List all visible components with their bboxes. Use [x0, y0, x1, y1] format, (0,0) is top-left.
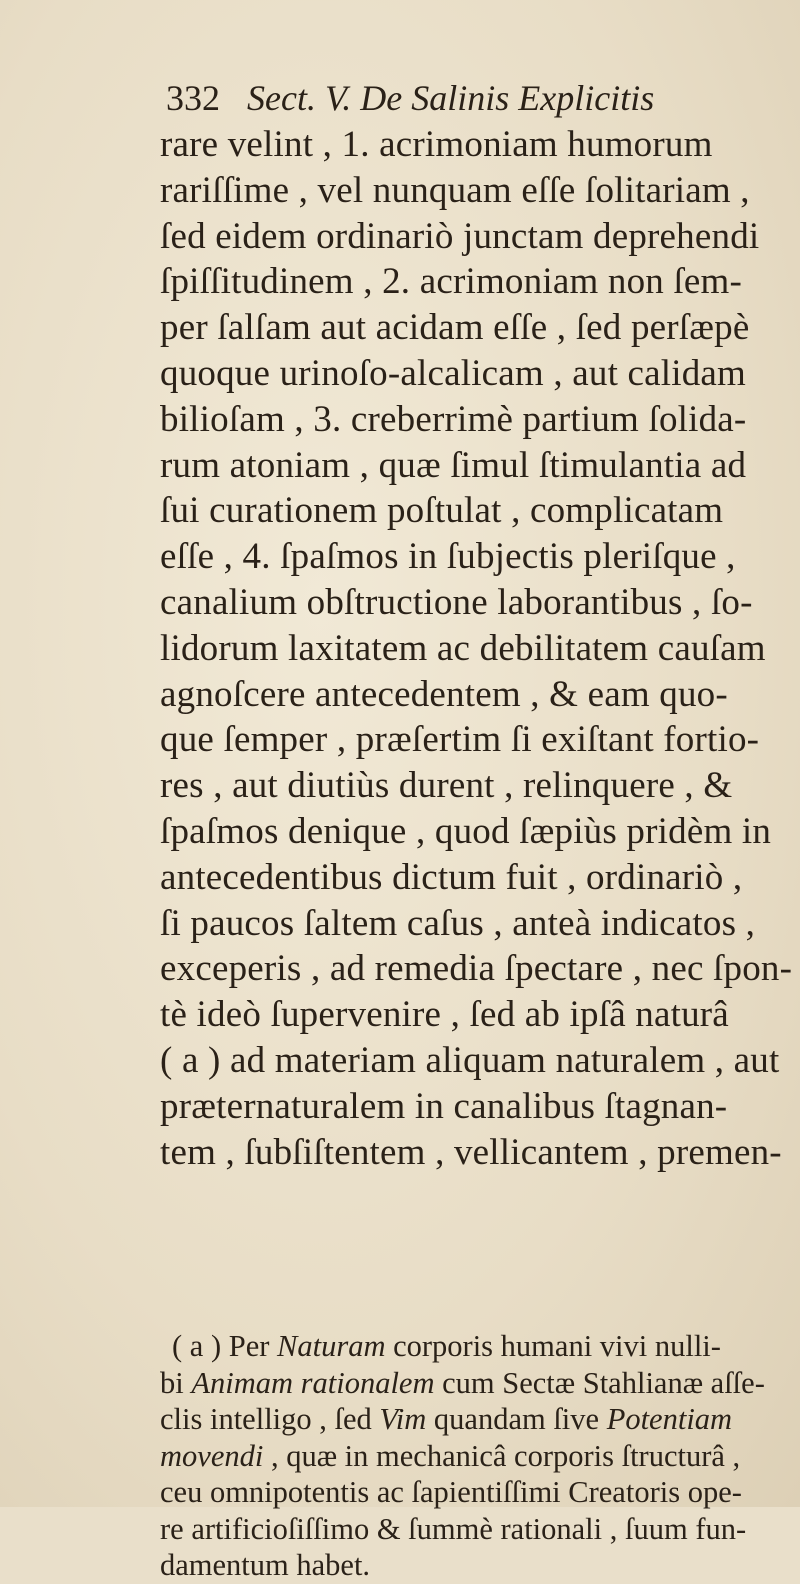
footnote-line: [160, 1511, 800, 1548]
footnote-line: [160, 1401, 800, 1438]
footnote-text: cum Sectæ Stahlianæ aſſe-: [434, 1365, 765, 1400]
footnote-text: , quæ in mechanicâ corporis ſtructurâ ,: [263, 1438, 741, 1473]
running-title: Sect. V. De Salinis Explicitis: [247, 78, 655, 118]
text-line: ( a ) ad materiam aliquam naturalem , aut: [160, 1039, 780, 1081]
text-line: res , aut diutiùs durent , relinquere , &: [160, 765, 733, 807]
text-line: eſſe , 4. ſpaſmos in ſubjectis pleriſque ,: [160, 536, 736, 578]
footnote-line: [160, 1547, 800, 1584]
footnote-text: ( a ) Per: [172, 1329, 278, 1363]
text-line: que ſemper , præſertim ſi exiſtant fortio-: [160, 719, 760, 761]
footnote-block: [160, 1328, 800, 1584]
text-line: præternaturalem in canalibus ſtagnan-: [160, 1085, 728, 1127]
text-line: ſpiſſitudinem , 2. acrimoniam non ſem-: [160, 261, 743, 303]
footnote-italic-term: movendi: [160, 1438, 264, 1473]
text-line: agnoſcere antecedentem , & eam quo-: [160, 673, 728, 715]
footnote-text: quandam ſive: [426, 1402, 607, 1436]
text-line: rare velint , 1. acrimoniam humorum: [160, 124, 713, 165]
footnote-text: re artificioſiſſimo & ſummè rationali , ſuum fun-: [160, 1511, 747, 1546]
text-line: lidorum laxitatem ac debilitatem cauſam: [160, 627, 766, 669]
footnote-line: [160, 1474, 800, 1511]
footnote-italic-term: Naturam: [277, 1329, 386, 1363]
text-line: rariſſime , vel nunquam eſſe ſolitariam ,: [160, 169, 750, 211]
text-line: quoque urinoſo-alcalicam , aut calidam: [160, 352, 747, 394]
page-number: 332: [166, 78, 220, 118]
text-line: bilioſam , 3. creberrimè partium ſolida-: [160, 398, 747, 440]
text-line: ſed eidem ordinariò junctam deprehendi: [160, 215, 760, 257]
running-header: [166, 78, 766, 118]
footnote-text: ceu omnipotentis ac ſapientiſſimi Creatoris ope-: [160, 1475, 742, 1509]
text-line: exceperis , ad remedia ſpectare , nec ſpon-: [160, 948, 793, 990]
footnote-line: [160, 1328, 800, 1365]
text-line: tè ideò ſupervenire , ſed ab ipſâ naturâ: [160, 994, 729, 1036]
footnote-italic-term: Animam rationalem: [191, 1365, 435, 1400]
text-line: ſpaſmos denique , quod ſæpiùs pridèm in: [160, 810, 772, 852]
text-line: rum atoniam , quæ ſimul ſtimulantia ad: [160, 444, 747, 486]
text-line: tem , ſubſiſtentem , vellicantem , premen-: [160, 1131, 782, 1173]
footnote-line: [160, 1365, 800, 1402]
footnote-italic-term: Potentiam: [606, 1402, 733, 1436]
text-line: ſui curationem poſtulat , complicatam: [160, 490, 724, 532]
text-line: antecedentibus dictum fuit , ordinariò ,: [160, 856, 743, 898]
text-line: per ſalſam aut acidam eſſe , ſed perſæpè: [160, 307, 750, 349]
text-line: canalium obſtructione laborantibus , ſo-: [160, 581, 753, 623]
footnote-text: bi: [160, 1365, 192, 1400]
footnote-text: clis intelligo , ſed: [160, 1402, 380, 1436]
footnote-text: damentum habet.: [160, 1548, 371, 1582]
main-text-block: [160, 122, 800, 1175]
footnote-italic-term: Vim: [379, 1402, 427, 1436]
footnote-line: [160, 1438, 800, 1475]
text-line: ſi paucos ſaltem caſus , anteà indicatos ,: [160, 902, 756, 944]
footnote-text: corporis humani vivi nulli-: [385, 1329, 721, 1363]
